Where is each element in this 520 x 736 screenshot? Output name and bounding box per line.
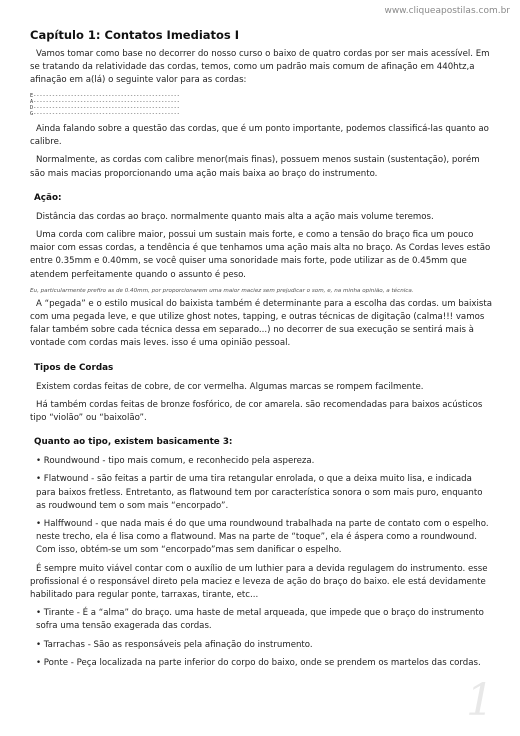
paragraph-acao-2: Uma corda com calibre maior, possui um sustain mais forte, e como a tensão do braço fica um pouco maior com essas cordas, a tendência é que tenhamos uma ação mais alta no braço. As Cordas leves estão entre 0.35mm e 0.40mm, se você quiser uma sonoridade mais forte, pode utilizar as de 0.45mm que atendem perfeitamente quando o assunto é peso.	[30, 230, 491, 280]
paragraph-cordas-finas: Normalmente, as cordas com calibre menor(mais finas), possuem menos sustain (sustentação), porém são mais macias proporcionando uma ação mais baixa ao braço do instrumento.	[30, 155, 480, 179]
heading-quanto: Quanto ao tipo, existem basicamente 3:	[34, 437, 233, 448]
document-page	[30, 28, 492, 675]
heading-tipos: Tipos de Cordas	[34, 362, 114, 373]
tab-line-a: A-----------------------------------------------	[30, 98, 180, 105]
tab-line-e: E-----------------------------------------------	[30, 92, 180, 99]
paragraph-pegada: A “pegada” e o estilo musical do baixista também é determinante para a escolha das cordas. um baixista com uma pegada leve, e que utilize ghost notes, tapping, e outras técnicas de digitação (calma!!! vamos falar também sobre cada técnica dessa em separado...) no decorrer de sua execução se sentirá mais à vontade com cordas mais leves. isso é uma opinião pessoal.	[30, 298, 492, 349]
bullet-tirante: • Tirante - É a “alma” do braço. uma haste de metal arqueada, que impede que o braço do instrumento sofra uma tensão exagerada das cordas.	[36, 608, 484, 632]
page-number: 1	[466, 675, 494, 726]
paragraph-calibre: Ainda falando sobre a questão das cordas, que é um ponto importante, podemos classificá-las quanto ao calibre.	[30, 123, 489, 148]
tab-line-d: D-----------------------------------------------	[30, 104, 180, 111]
footnote: Eu, particularmente prefiro as de 0.40mm, por proporcionarem uma maior maciez sem prejudicar o som, e, na minha opinião, a técnica.	[30, 287, 414, 294]
bullet-halffwound: • Halffwound - que nada mais é do que uma roundwound trabalhada na parte de contato com o espelho. neste trecho, ela é lisa como a flatwound. Mas na parte de “toque”, ela é áspera como a roundwound. Com isso, obtém-se um som “encorpado”mas sem danificar o espelho.	[36, 519, 489, 556]
string-tab	[30, 93, 492, 117]
paragraph-acao-1: Distância das cordas ao braço. normalmente quanto mais alta a ação mais volume teremos.	[36, 211, 434, 222]
tab-line-g: G-----------------------------------------------	[30, 110, 180, 117]
paragraph-tipos-2: Há também cordas feitas de bronze fosfórico, de cor amarela. são recomendadas para baixos acústicos tipo “violão” ou “baixolão”.	[30, 399, 483, 424]
bullet-roundwound: • Roundwound - tipo mais comum, e reconhecido pela aspereza.	[36, 456, 315, 467]
site-url: www.cliqueapostilas.com.br	[384, 6, 510, 16]
bullet-ponte: • Ponte - Peça localizada na parte inferior do corpo do baixo, onde se prendem os martelos das cordas.	[36, 657, 481, 668]
paragraph-luthier: É sempre muito viável contar com o auxílio de um luthier para a devida regulagem do instrumento. esse profissional é o responsável direto pela maciez e leveza de ação do braço do baixo. ele está devidamente habilitado para regular ponte, tarraxas, tirante, etc...	[30, 563, 488, 601]
chapter-title: Capítulo 1: Contatos Imediatos I	[30, 28, 240, 42]
heading-acao: Ação:	[34, 192, 62, 203]
bullet-tarrachas: • Tarrachas - São as responsáveis pela afinação do instrumento.	[36, 639, 313, 650]
intro-paragraph: Vamos tomar como base no decorrer do nosso curso o baixo de quatro cordas por ser mais acessível. Em se tratando da relatividade das cordas, temos, como um padrão mais comum de afinação em 440htz,a afinação em a(lá) o seguinte valor para as cordas:	[30, 49, 490, 86]
bullet-flatwound: • Flatwound - são feitas a partir de uma tira retangular enrolada, o que a deixa muito lisa, e indicada para baixos fretless. Entretanto, as flatwound tem por característica sonora o som mais puro, enquanto as roudwound tem o som mais “encorpado”.	[36, 474, 483, 511]
paragraph-tipos-1: Existem cordas feitas de cobre, de cor vermelha. Algumas marcas se rompem facilmente.	[36, 381, 424, 392]
